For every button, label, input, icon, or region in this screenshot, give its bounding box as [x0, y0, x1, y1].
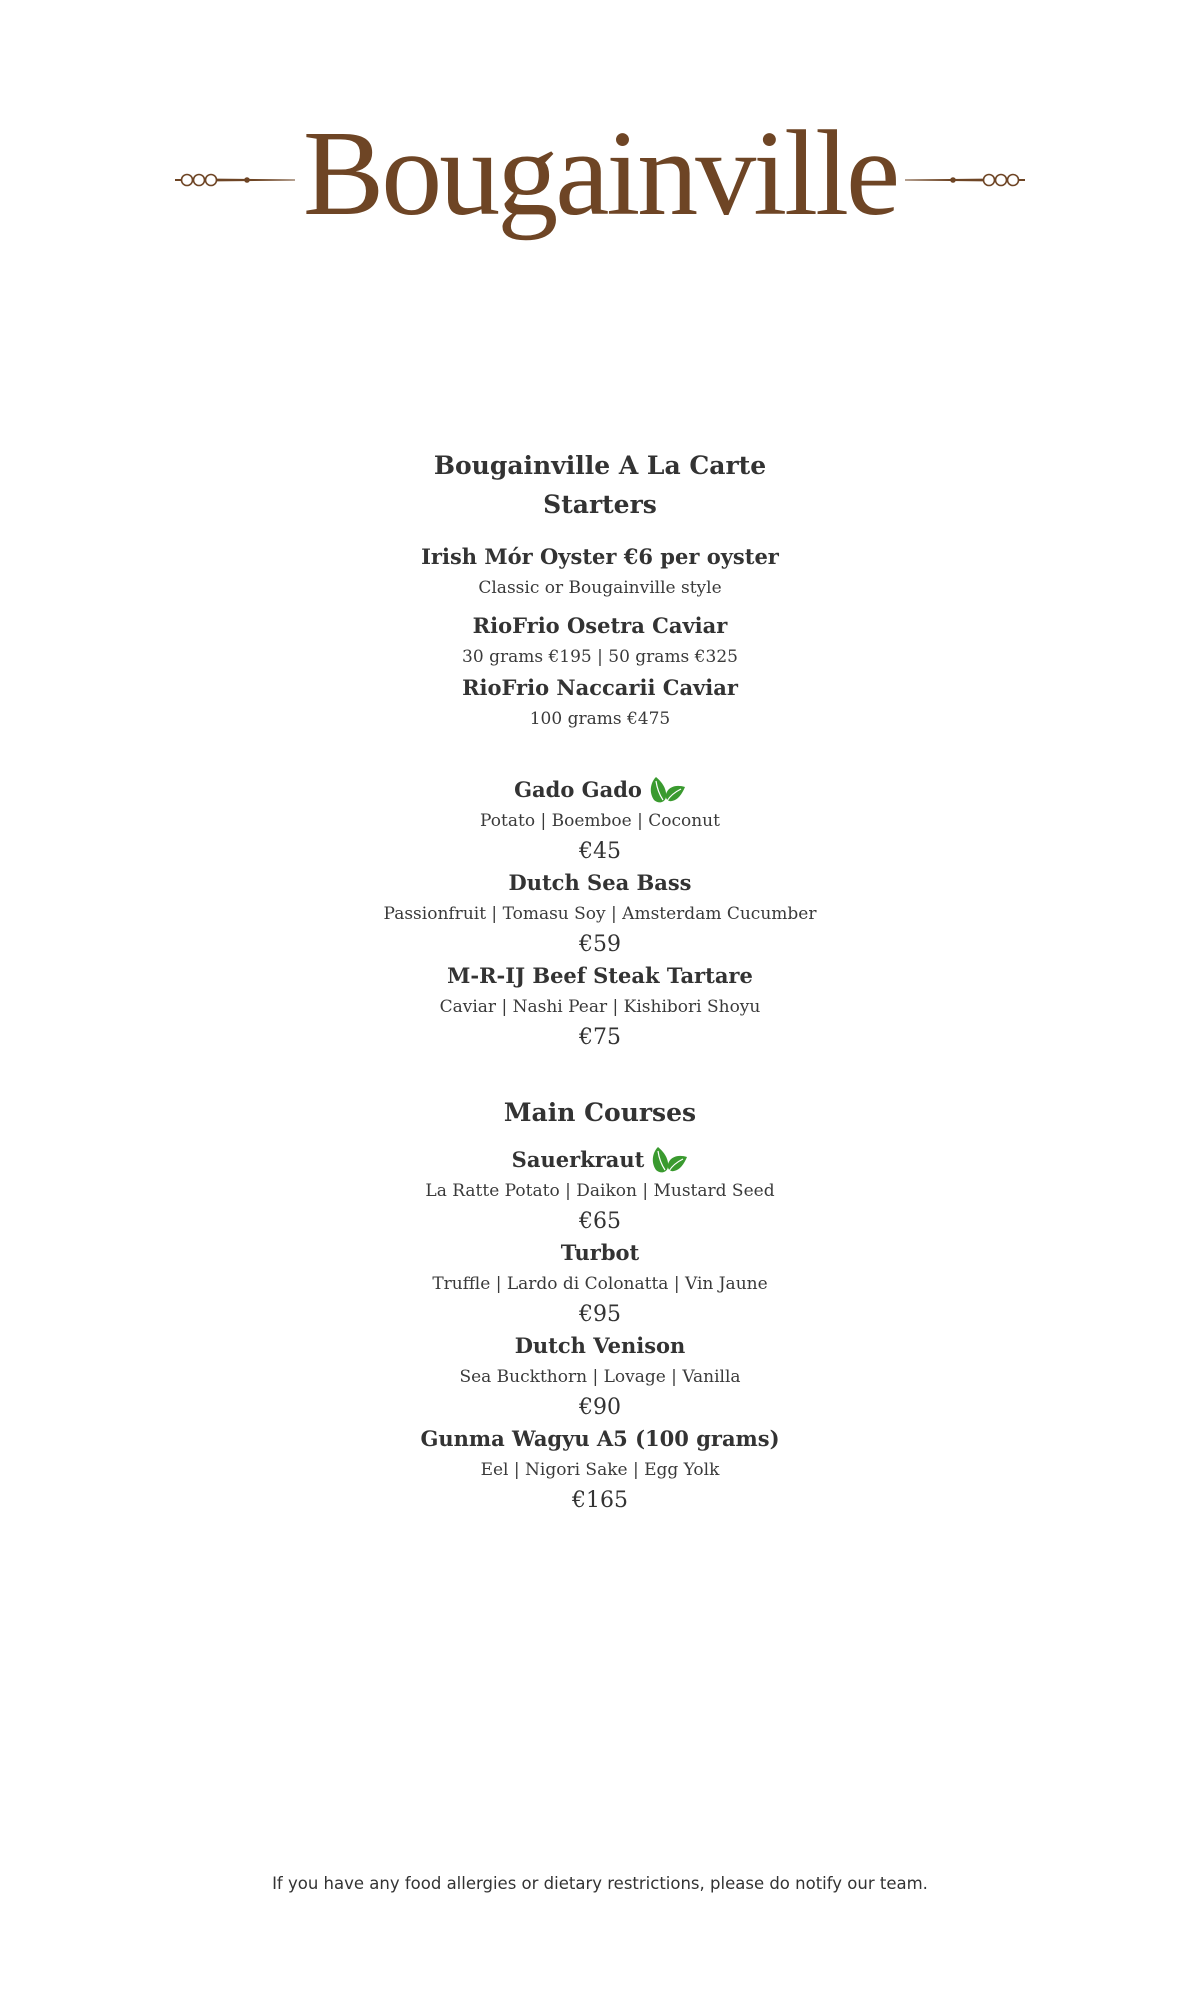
item-price: €165	[572, 1488, 628, 1513]
item-name: Gado Gado	[514, 777, 642, 802]
item-price: €75	[579, 1025, 621, 1050]
item-name: Turbot	[560, 1240, 640, 1265]
menu-item	[0, 541, 1200, 603]
leaf-icon	[648, 775, 686, 805]
item-name: Sauerkraut	[511, 1147, 645, 1172]
item-description: Truffle | Lardo di Colonatta | Vin Jaune	[432, 1274, 768, 1294]
item-name: Dutch Sea Bass	[508, 870, 692, 895]
item-description: Eel | Nigori Sake | Egg Yolk	[480, 1460, 720, 1480]
item-description: Sea Buckthorn | Lovage | Vanilla	[459, 1367, 741, 1387]
item-price: €65	[579, 1209, 621, 1234]
item-price: €45	[579, 839, 621, 864]
item-description: Potato | Boemboe | Coconut	[480, 811, 720, 831]
right-flourish-icon	[905, 170, 1025, 190]
allergy-note: If you have any food allergies or dietary restrictions, please do notify our team.	[272, 1874, 928, 1893]
item-name: Gunma Wagyu A5 (100 grams)	[420, 1426, 780, 1451]
menu-item	[0, 774, 1200, 867]
item-description: 100 grams €475	[529, 709, 671, 729]
section-title-starters: Starters	[543, 490, 657, 519]
item-price: €90	[579, 1395, 621, 1420]
section-title-main-courses: Main Courses	[503, 1098, 697, 1127]
menu-item	[0, 672, 1200, 734]
logo-wordmark: Bougainville	[302, 106, 898, 241]
item-description: Classic or Bougainville style	[478, 578, 722, 598]
menu-item	[0, 960, 1200, 1053]
item-name: M-R-IJ Beef Steak Tartare	[447, 963, 753, 988]
item-name: Dutch Venison	[514, 1333, 686, 1358]
item-description: 30 grams €195 | 50 grams €325	[462, 647, 738, 667]
item-price: €95	[579, 1302, 621, 1327]
menu-item	[0, 867, 1200, 960]
menu-item	[0, 610, 1200, 672]
item-name: Irish Mór Oyster €6 per oyster	[421, 544, 779, 569]
menu-title: Bougainville A La Carte	[433, 451, 767, 480]
item-description: Passionfruit | Tomasu Soy | Amsterdam Cucumber	[383, 904, 817, 924]
leaf-icon	[650, 1145, 688, 1175]
item-name: RioFrio Naccarii Caviar	[462, 675, 738, 700]
menu-item	[0, 1423, 1200, 1516]
menu-item	[0, 1144, 1200, 1237]
menu	[0, 446, 1200, 1516]
restaurant-logo	[0, 100, 1200, 260]
menu-item	[0, 1237, 1200, 1330]
item-description: Caviar | Nashi Pear | Kishibori Shoyu	[439, 997, 761, 1017]
item-description: La Ratte Potato | Daikon | Mustard Seed	[425, 1181, 775, 1201]
item-price: €59	[579, 932, 621, 957]
menu-item	[0, 1330, 1200, 1423]
item-name: RioFrio Osetra Caviar	[472, 613, 728, 638]
left-flourish-icon	[175, 170, 295, 190]
